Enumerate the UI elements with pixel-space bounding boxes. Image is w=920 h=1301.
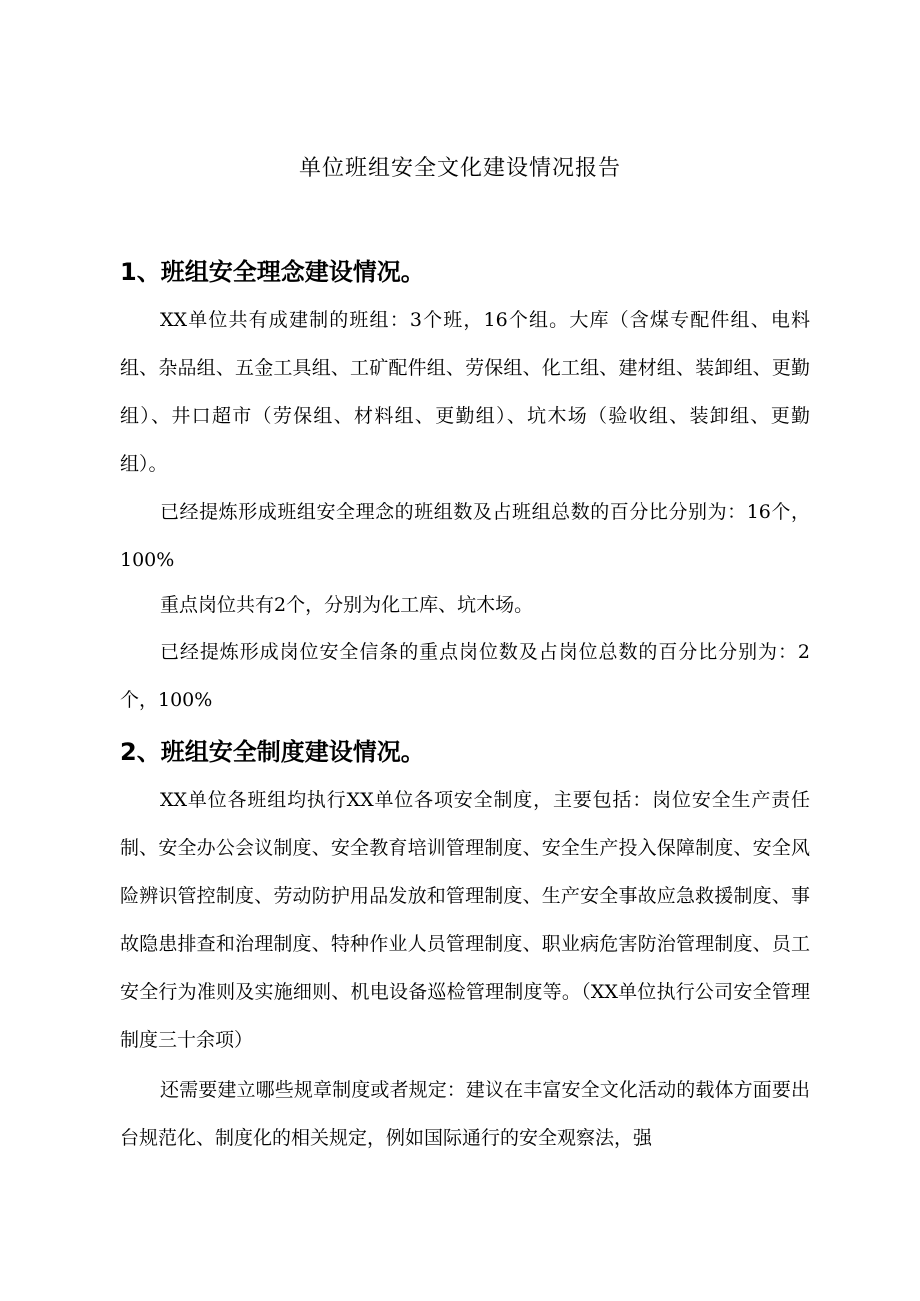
section-1-heading: 1、班组安全理念建设情况。 (120, 258, 425, 286)
section-2-paragraph-2: 还需要建立哪些规章制度或者规定：建议在丰富安全文化活动的载体方面要出台规范化、制度化的相关规定，例如国际通行的安全观察法，强 (120, 1079, 810, 1149)
section-1-paragraph-4: 已经提炼形成岗位安全信条的重点岗位数及占岗位总数的百分比分别为：2个，100% (120, 641, 810, 711)
section-1-paragraph-1: XX单位共有成建制的班组：3个班，16个组。大库（含煤专配件组、电料组、杂品组、五金工具组、工矿配件组、劳保组、化工组、建材组、装卸组、更勤组）、井口超市（劳保组、材料组、更勤组）、坑木场（验收组、装卸组、更勤组）。 (120, 309, 810, 475)
section-1-paragraph-2: 已经提炼形成班组安全理念的班组数及占班组总数的百分比分别为：16个，100% (120, 501, 810, 571)
section-2-paragraph-1: XX单位各班组均执行XX单位各项安全制度，主要包括：岗位安全生产责任制、安全办公会议制度、安全教育培训管理制度、安全生产投入保障制度、安全风险辨识管控制度、劳动防护用品发放和管理制度、生产安全事故应急救援制度、事故隐患排查和治理制度、特种作业人员管理制度、职业病危害防治管理制度、员工安全行为准则及实施细则、机电设备巡检管理制度等。（XX单位执行公司安全管理制度三十余项） (120, 789, 810, 1051)
section-2-heading: 2、班组安全制度建设情况。 (120, 738, 425, 766)
section-1-paragraph-3: 重点岗位共有2个，分别为化工库、坑木场。 (160, 594, 534, 616)
document-title: 单位班组安全文化建设情况报告 (298, 156, 621, 181)
